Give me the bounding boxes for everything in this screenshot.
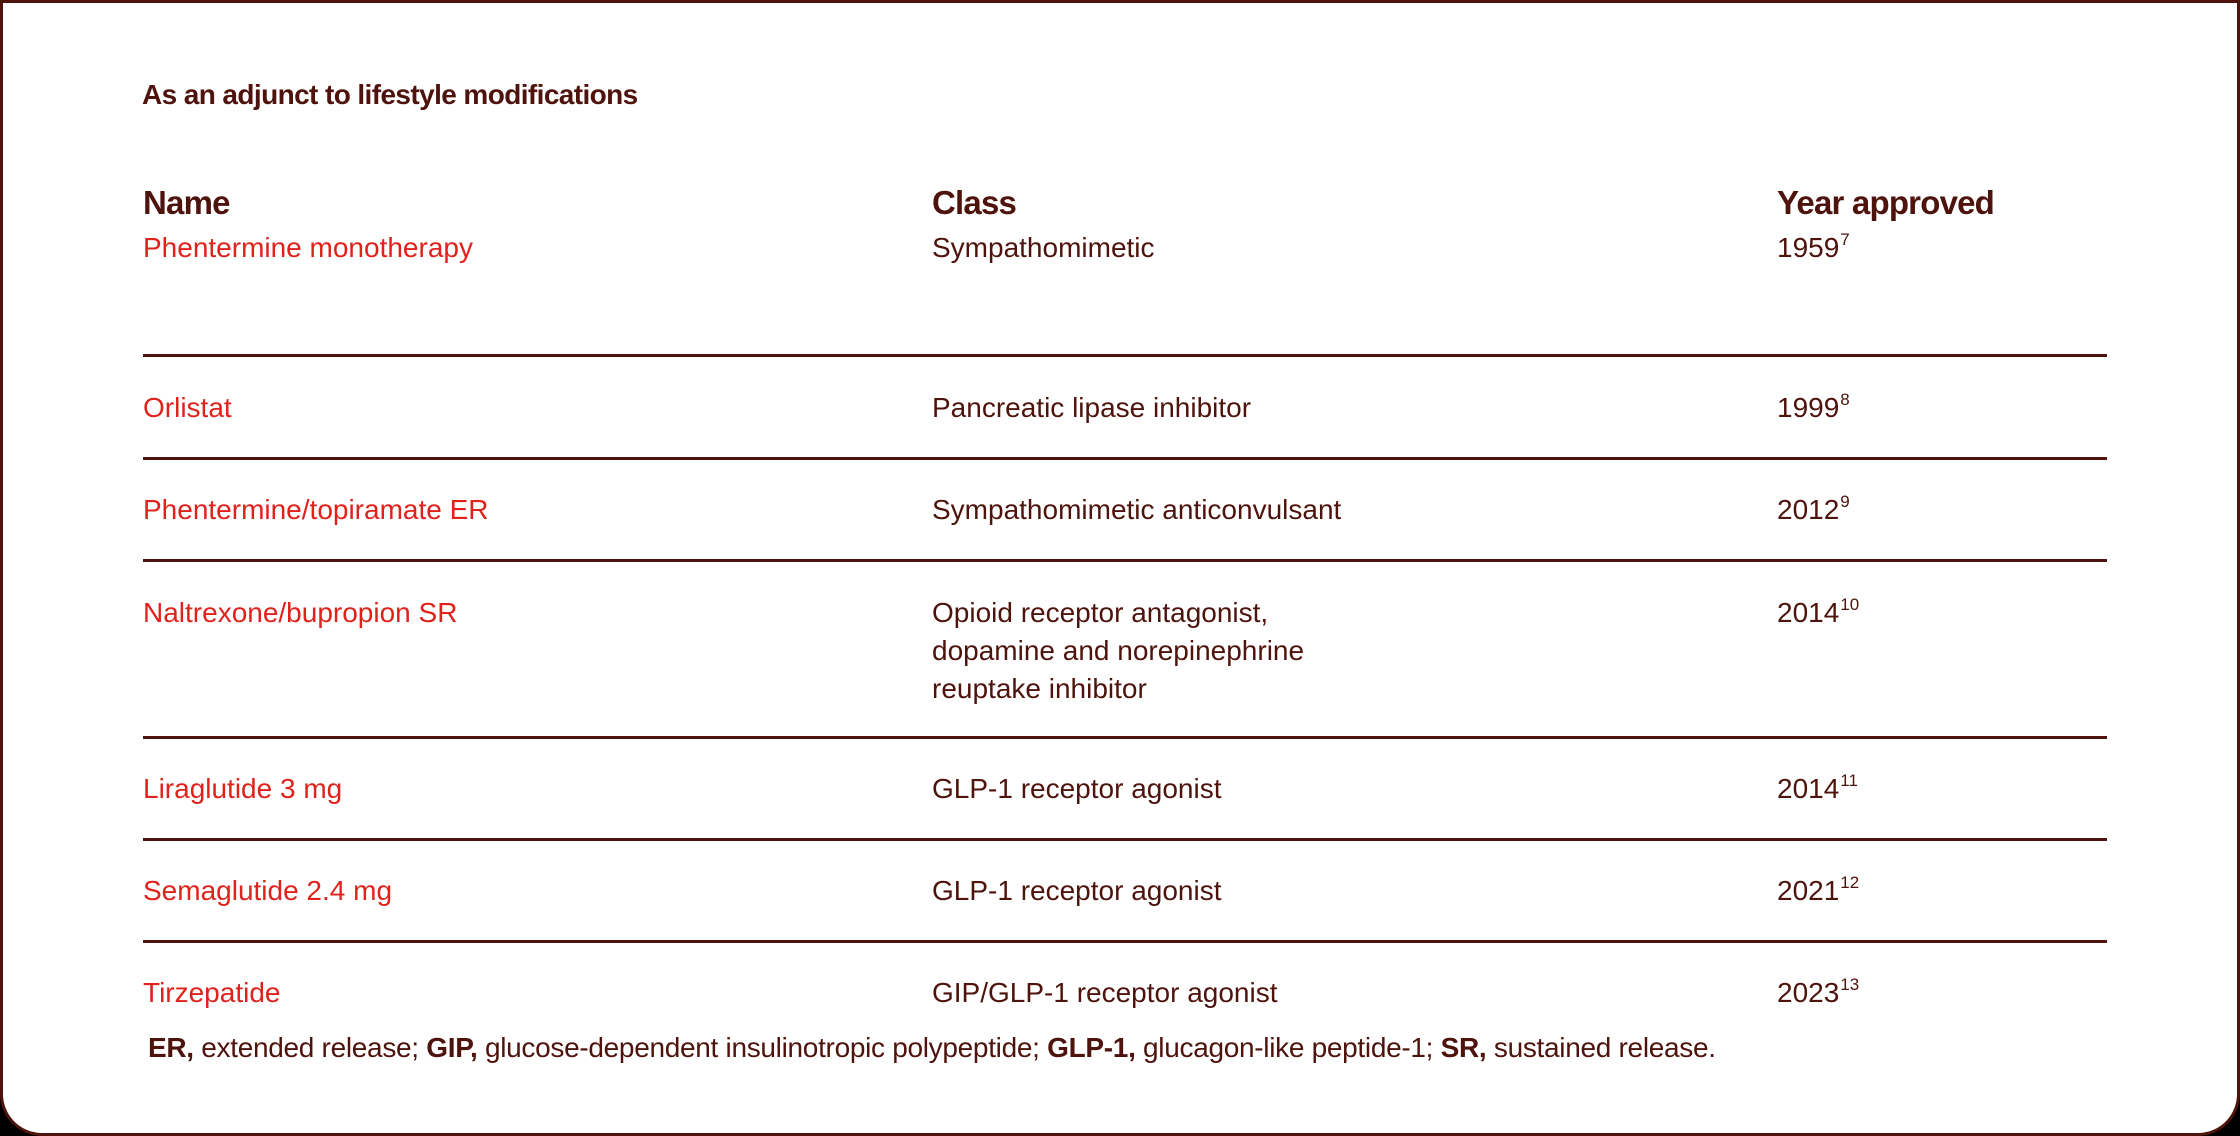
- drug-class-line: GLP-1 receptor agonist: [932, 773, 1222, 804]
- table-row: [143, 562, 2107, 739]
- table-row: [143, 460, 2107, 562]
- year-approved: [1777, 974, 1859, 1012]
- drug-name: Semaglutide 2.4 mg: [143, 875, 393, 906]
- drug-class-line: GIP/GLP-1 receptor agonist: [932, 977, 1278, 1008]
- year-approved: [1777, 872, 1859, 910]
- drug-name: Phentermine/topiramate ER: [143, 494, 489, 525]
- abbreviation-definition: glucose-dependent insulinotropic polypeptide;: [477, 1032, 1048, 1063]
- reference-superscript: 13: [1840, 974, 1860, 994]
- drug-name: Naltrexone/bupropion SR: [143, 597, 458, 628]
- drug-class: [932, 872, 1222, 910]
- year-value: 2014: [1777, 773, 1840, 804]
- abbreviations-footnote: [148, 1029, 1716, 1067]
- header-class: Class: [932, 184, 1017, 221]
- year-value: 1999: [1777, 392, 1840, 423]
- drug-name: Liraglutide 3 mg: [143, 773, 343, 804]
- year-approved: [1777, 389, 1850, 427]
- table-row: [143, 357, 2107, 460]
- year-approved: [1777, 770, 1858, 808]
- section-subtitle: As an adjunct to lifestyle modifications: [142, 79, 638, 110]
- drug-class: [932, 594, 1304, 708]
- header-name: Name: [143, 184, 230, 221]
- year-value: 2023: [1777, 977, 1840, 1008]
- abbreviation-definition: extended release;: [193, 1032, 427, 1063]
- table-row: [143, 227, 2107, 357]
- drug-class-line: dopamine and norepinephrine: [932, 635, 1305, 666]
- drug-class: [932, 389, 1251, 427]
- table-row: [143, 739, 2107, 841]
- year-approved: [1777, 491, 1850, 529]
- drug-table: [143, 179, 2107, 1033]
- year-value: 2021: [1777, 875, 1840, 906]
- drug-class: [932, 770, 1222, 808]
- drug-name: Phentermine monotherapy: [143, 232, 473, 263]
- drug-class-line: Sympathomimetic anticonvulsant: [932, 494, 1342, 525]
- table-header-row: [143, 179, 2107, 227]
- abbreviation-definition: glucagon-like peptide-1;: [1135, 1032, 1441, 1063]
- abbreviation-term: GLP-1,: [1047, 1032, 1136, 1063]
- drug-class: [932, 974, 1278, 1012]
- header-year-approved: Year approved: [1777, 184, 1995, 221]
- abbreviation-term: ER,: [148, 1032, 194, 1063]
- drug-class: [932, 491, 1341, 529]
- drug-name: Orlistat: [143, 392, 232, 423]
- table-row: [143, 943, 2107, 1033]
- abbreviation-term: SR,: [1440, 1032, 1487, 1063]
- drug-class-line: Opioid receptor antagonist,: [932, 597, 1269, 628]
- reference-superscript: 7: [1840, 229, 1850, 249]
- year-value: 2014: [1777, 597, 1840, 628]
- year-value: 2012: [1777, 494, 1840, 525]
- drug-class-line: Pancreatic lipase inhibitor: [932, 392, 1252, 423]
- drug-class-line: Sympathomimetic: [932, 232, 1155, 263]
- reference-superscript: 11: [1840, 770, 1858, 790]
- year-approved: [1777, 594, 1859, 632]
- year-approved: [1777, 229, 1850, 267]
- drug-class: [932, 229, 1155, 267]
- drug-class-line: GLP-1 receptor agonist: [932, 875, 1222, 906]
- reference-superscript: 12: [1840, 872, 1860, 892]
- reference-superscript: 8: [1840, 389, 1850, 409]
- year-value: 1959: [1777, 232, 1840, 263]
- reference-superscript: 9: [1840, 491, 1850, 511]
- table-row: [143, 841, 2107, 943]
- drug-name: Tirzepatide: [143, 977, 281, 1008]
- abbreviation-term: GIP,: [426, 1032, 478, 1063]
- drug-class-line: reuptake inhibitor: [932, 673, 1147, 704]
- reference-superscript: 10: [1840, 594, 1860, 614]
- abbreviation-definition: sustained release.: [1486, 1032, 1716, 1063]
